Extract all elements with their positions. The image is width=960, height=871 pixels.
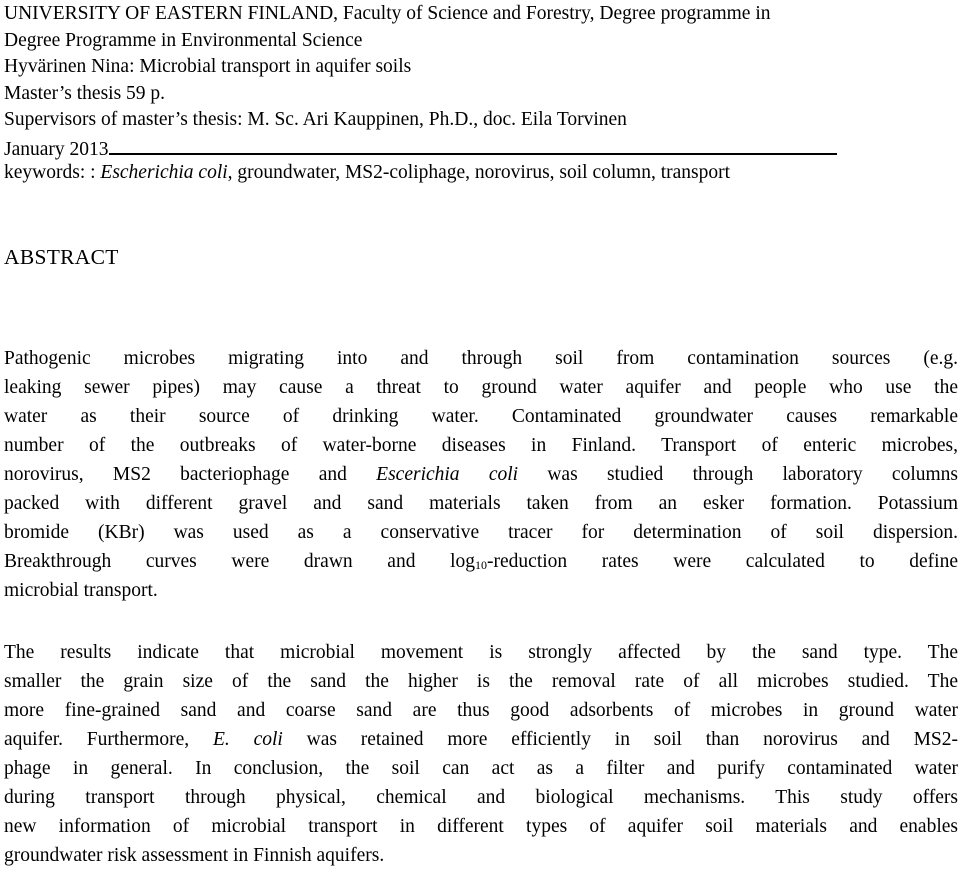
p1-line-8-end: -reduction rates were calculated to define bbox=[487, 551, 958, 572]
p1-line-5-end: was studied through laboratory columns bbox=[518, 464, 958, 485]
p1-line-3: water as their source of drinking water. Contaminated groundwater causes remarkable bbox=[4, 406, 958, 427]
abstract-paragraph-2 bbox=[4, 638, 958, 870]
keywords-label: keywords: : bbox=[4, 162, 101, 183]
abstract-paragraph-1 bbox=[4, 344, 958, 605]
p2-line-5: phage in general. In conclusion, the soil can act as a filter and purify contaminated water bbox=[4, 758, 958, 779]
keywords-italic-term: Escherichia coli bbox=[100, 162, 228, 183]
escerichia-coli-italic: Escerichia coli bbox=[376, 464, 519, 485]
p2-line-4-start: aquifer. Furthermore, bbox=[4, 729, 213, 750]
log-subscript: 10 bbox=[475, 558, 488, 572]
p1-line-6: packed with different gravel and sand materials taken from an esker formation. Potassium bbox=[4, 493, 958, 514]
p2-line-8: groundwater risk assessment in Finnish aquifers. bbox=[4, 845, 385, 866]
supervisors-line: Supervisors of master’s thesis: M. Sc. Ari Kauppinen, Ph.D., doc. Eila Torvinen bbox=[4, 109, 627, 130]
coli-italic: coli bbox=[253, 729, 283, 750]
p1-line-8-start: Breakthrough curves were drawn and log bbox=[4, 551, 476, 572]
abstract-heading: ABSTRACT bbox=[4, 245, 119, 269]
p2-line-4-end: was retained more efficiently in soil than norovirus and MS2- bbox=[282, 729, 958, 750]
p2-line-3: more fine-grained sand and coarse sand are thus good adsorbents of microbes in ground water bbox=[4, 700, 958, 721]
p1-line-5 bbox=[4, 460, 958, 489]
p2-line-7: new information of microbial transport in different types of aquifer soil materials and enables bbox=[4, 816, 958, 837]
p1-line-8 bbox=[4, 547, 958, 576]
thesis-pages-line: Master’s thesis 59 p. bbox=[4, 83, 166, 104]
p2-line-4 bbox=[4, 725, 958, 754]
p1-line-1: Pathogenic microbes migrating into and through soil from contamination sources (e.g. bbox=[4, 348, 958, 369]
date-underline bbox=[109, 135, 837, 155]
p2-line-1: The results indicate that microbial movement is strongly affected by the sand type. The bbox=[4, 642, 958, 663]
p1-line-7: bromide (KBr) was used as a conservative tracer for determination of soil dispersion. bbox=[4, 522, 958, 543]
p1-line-4: number of the outbreaks of water-borne diseases in Finland. Transport of enteric microbes, bbox=[4, 435, 958, 456]
university-faculty-line: UNIVERSITY OF EASTERN FINLAND, Faculty of Science and Forestry, Degree programme in bbox=[4, 3, 771, 24]
date-line bbox=[4, 135, 837, 162]
p2-line-4-space bbox=[230, 729, 254, 750]
p2-line-2: smaller the grain size of the sand the higher is the removal rate of all microbes studied. The bbox=[4, 671, 958, 692]
p1-line-9: microbial transport. bbox=[4, 580, 158, 601]
degree-programme-line: Degree Programme in Environmental Science bbox=[4, 30, 363, 51]
keywords-line bbox=[4, 161, 730, 185]
p1-line-5-start: norovirus, MS2 bacteriophage and bbox=[4, 464, 377, 485]
p1-line-2: leaking sewer pipes) may cause a threat to ground water aquifer and people who use the bbox=[4, 377, 958, 398]
p2-line-6: during transport through physical, chemical and biological mechanisms. This study offers bbox=[4, 787, 958, 808]
keywords-list: , groundwater, MS2-coliphage, norovirus, soil column, transport bbox=[227, 162, 731, 183]
author-title-line: Hyvärinen Nina: Microbial transport in aquifer soils bbox=[4, 56, 412, 77]
e-italic: E. bbox=[212, 729, 230, 750]
thesis-date: January 2013 bbox=[4, 139, 109, 160]
